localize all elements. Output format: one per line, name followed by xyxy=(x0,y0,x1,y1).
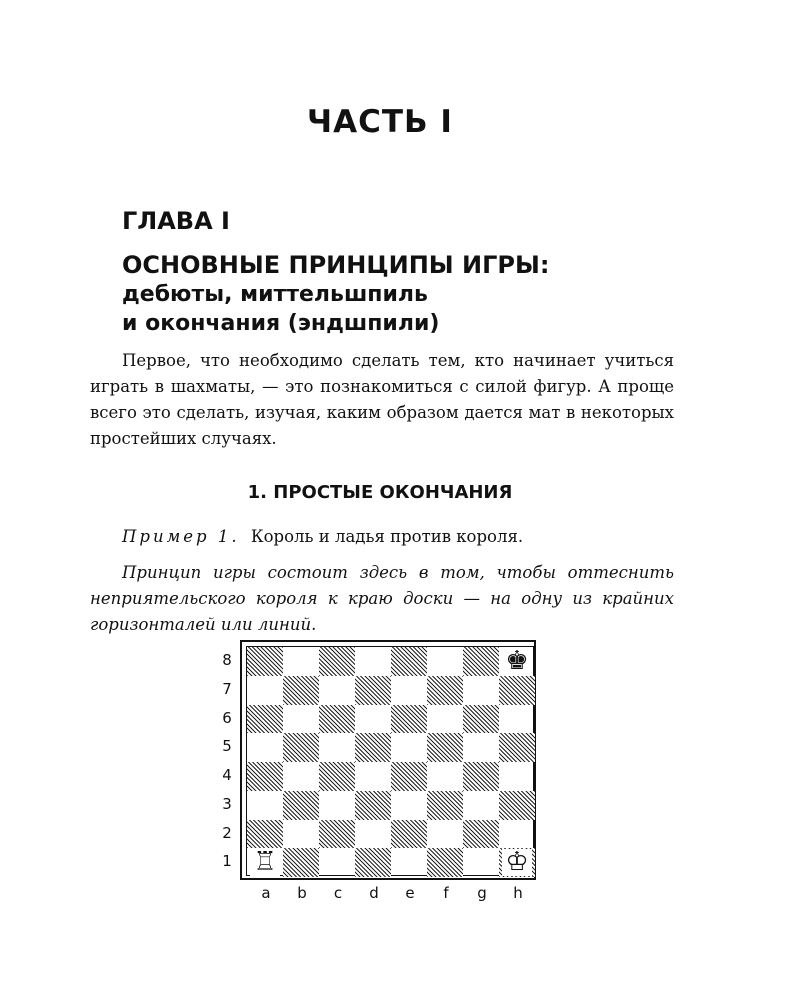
square-b6 xyxy=(283,705,319,734)
square-b5 xyxy=(283,733,319,762)
principle-paragraph: Принцип игры состоит здесь в том, чтобы оттеснить неприятельского короля к краю доски — на одну из крайних горизонталей или линий. xyxy=(90,563,674,634)
square-c5 xyxy=(319,733,355,762)
square-a2 xyxy=(247,820,283,849)
square-d1 xyxy=(355,848,391,877)
square-h6 xyxy=(499,705,535,734)
file-label: c xyxy=(333,884,343,902)
square-f5 xyxy=(427,733,463,762)
square-d8 xyxy=(355,647,391,676)
square-g7 xyxy=(463,676,499,705)
square-b4 xyxy=(283,762,319,791)
square-f2 xyxy=(427,820,463,849)
square-f1 xyxy=(427,848,463,877)
square-c1 xyxy=(319,848,355,877)
chapter-heading xyxy=(122,250,549,338)
file-label: g xyxy=(477,884,487,902)
white-rook-icon: ♖ xyxy=(250,849,280,876)
square-d2 xyxy=(355,820,391,849)
square-b3 xyxy=(283,791,319,820)
square-c2 xyxy=(319,820,355,849)
chess-board xyxy=(246,646,534,876)
square-d7 xyxy=(355,676,391,705)
square-d3 xyxy=(355,791,391,820)
chapter-subtitle-line-1: дебюты, миттельшпиль xyxy=(122,282,428,307)
square-f8 xyxy=(427,647,463,676)
square-c6 xyxy=(319,705,355,734)
square-c3 xyxy=(319,791,355,820)
rank-label: 1 xyxy=(222,852,232,870)
rank-label: 7 xyxy=(222,680,232,698)
chapter-subtitle-line-2: и окончания (эндшпили) xyxy=(122,311,440,336)
file-label: d xyxy=(369,884,379,902)
square-a6 xyxy=(247,705,283,734)
rank-label: 3 xyxy=(222,795,232,813)
square-e8 xyxy=(391,647,427,676)
square-f3 xyxy=(427,791,463,820)
file-label: b xyxy=(297,884,307,902)
square-h5 xyxy=(499,733,535,762)
square-h2 xyxy=(499,820,535,849)
white-king-icon: ♔ xyxy=(502,849,532,876)
square-a4 xyxy=(247,762,283,791)
rank-label: 2 xyxy=(222,824,232,842)
square-b1 xyxy=(283,848,319,877)
section-title: 1. ПРОСТЫЕ ОКОНЧАНИЯ xyxy=(247,482,513,503)
example-line xyxy=(122,527,523,546)
square-b7 xyxy=(283,676,319,705)
square-e4 xyxy=(391,762,427,791)
square-a5 xyxy=(247,733,283,762)
square-h3 xyxy=(499,791,535,820)
square-d4 xyxy=(355,762,391,791)
rank-label: 8 xyxy=(222,651,232,669)
square-f7 xyxy=(427,676,463,705)
file-label: h xyxy=(513,884,523,902)
square-e2 xyxy=(391,820,427,849)
square-a1 xyxy=(247,848,283,877)
square-g4 xyxy=(463,762,499,791)
square-h4 xyxy=(499,762,535,791)
part-title: ЧАСТЬ I xyxy=(307,104,453,140)
square-g6 xyxy=(463,705,499,734)
square-a3 xyxy=(247,791,283,820)
square-e5 xyxy=(391,733,427,762)
black-king-icon: ♚ xyxy=(502,648,532,675)
file-label: e xyxy=(405,884,415,902)
square-a8 xyxy=(247,647,283,676)
square-g3 xyxy=(463,791,499,820)
square-b2 xyxy=(283,820,319,849)
square-e6 xyxy=(391,705,427,734)
square-f4 xyxy=(427,762,463,791)
square-f6 xyxy=(427,705,463,734)
square-e3 xyxy=(391,791,427,820)
example-label: Пример 1. xyxy=(122,527,240,546)
example-text: Король и ладья против короля. xyxy=(250,527,524,546)
square-d5 xyxy=(355,733,391,762)
square-h7 xyxy=(499,676,535,705)
square-g8 xyxy=(463,647,499,676)
chapter-title: ОСНОВНЫЕ ПРИНЦИПЫ ИГРЫ: xyxy=(122,251,550,279)
square-e1 xyxy=(391,848,427,877)
square-a7 xyxy=(247,676,283,705)
square-c4 xyxy=(319,762,355,791)
square-g2 xyxy=(463,820,499,849)
square-d6 xyxy=(355,705,391,734)
file-label: f xyxy=(443,884,449,902)
square-g5 xyxy=(463,733,499,762)
file-label: a xyxy=(261,884,271,902)
square-c7 xyxy=(319,676,355,705)
square-h8 xyxy=(499,647,535,676)
chapter-label: ГЛАВА I xyxy=(122,207,230,235)
square-b8 xyxy=(283,647,319,676)
square-g1 xyxy=(463,848,499,877)
square-c8 xyxy=(319,647,355,676)
square-e7 xyxy=(391,676,427,705)
square-h1 xyxy=(499,848,535,877)
intro-paragraph: Первое, что необходимо сделать тем, кто начинает учиться играть в шахматы, — это познакомиться с силой фигур. А проще всего это сделать, изучая, каким образом дается мат в некоторых простейших случаях. xyxy=(90,351,674,448)
rank-label: 5 xyxy=(222,737,232,755)
rank-label: 6 xyxy=(222,709,232,727)
rank-label: 4 xyxy=(222,766,232,784)
